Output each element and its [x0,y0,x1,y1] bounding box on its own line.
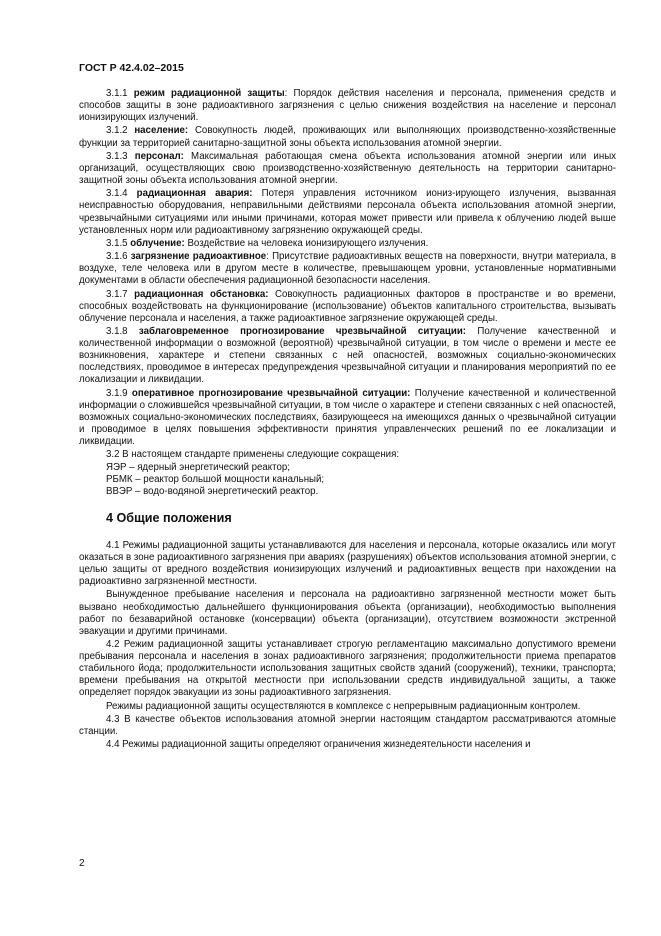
term-definition [79,289,616,325]
term-text: Воздействие на человека ионизирующего излучения. [187,237,429,249]
term-definition [79,151,616,187]
term-text: Совокупность людей, проживающих или выполняющих производственно-хозяйственные функции за территорией санитарно-защитной зоны объекта использования атомной энергии. [79,125,616,149]
term-number: 3.1.7 [106,288,128,300]
term-definition [79,88,616,124]
term-text: Присутствие радиоактивных веществ на поверхности, внутри материала, в воздухе, теле человека или в другом месте в количестве, превышающем уровни, установленные нормативными документами в области обеспечения радиационной безопасности населения. [79,251,616,287]
term-definition [79,326,616,386]
section-paragraph: 4.2 Режим радиационной защиты устанавливает строгую регламентацию максимально допустимого времени пребывания персонала и населения в зонах радиоактивного загрязнения; продолжительности приема препаратов стабильного йода; продолжительности использования защитных свойств зданий (сооружений), техники, транспорта; времени пребывания на открытой местности при использовании средств индивидуальной защиты, а также определяет порядок эвакуации из зоны радиоактивного загрязнения. [79,639,616,699]
term-text: Получение качественной и количественной информации о возможной (вероятной) чрезвычайной ситуации, в том числе о времени и месте ее возникновения, характере и степени связанных с ней опасностей, возможных социально-экономических последствиях, проводимое в интересах предупреждения чрезвычайной ситуации и планирования мероприятий по ее локализации и ликвидации. [79,326,616,386]
document-body [79,88,616,753]
document-header: ГОСТ Р 42.4.02–2015 [79,62,184,74]
term-name: радиационная обстановка: [134,288,269,300]
term-number: 3.1.9 [106,387,128,399]
term-number: 3.1.4 [106,188,128,200]
section-paragraph: 4.4 Режимы радиационной защиты определяют ограничения жизнедеятельности населения и [106,739,531,751]
term-name: облучение: [130,237,185,249]
section-heading: 4 Общие положения [106,510,232,525]
term-definition [79,388,616,448]
abbreviations-intro: 3.2 В настоящем стандарте применены следующие сокращения: [106,449,400,461]
term-name: радиационная авария: [136,188,253,200]
term-text: Максимальная работающая смена объекта использования атомной энергии или иных организаций, осуществляющих свою производственно-хозяйственную деятельность на территории санитарно-защитной зоны объекта использования атомной энергии. [79,150,616,187]
term-definition [79,125,616,149]
term-text: Порядок действия населения и персонала, применения средств и способов защиты в зоне радиоактивного загрязнения с целью снижения воздействия на население и персонал ионизирующих излучений. [79,88,616,124]
section-paragraph: Вынужденное пребывание населения и персонала на радиоактивно загрязненной местности может быть вызвано необходимостью дальнейшего функционирования объекта (организации), необходимостью выполнения работ по безаварийной остановке (консервации) объекта (организации), отсутствием возможности экстренной эвакуации и другими причинами. [79,589,616,637]
term-name: заблаговременное прогнозирование чрезвычайной ситуации: [138,326,466,338]
abbreviation-item: ВВЭР – водо-водяной энергетический реактор. [106,485,319,497]
term-text: Совокупность радиационных факторов в пространстве и во времени, способных воздействовать на функционирование (использование) объектов капитального строительства, вызывать облучение персонала и населения, а также радиоактивное загрязнение окружающей среды. [79,288,616,324]
abbreviation-item: ЯЭР – ядерный энергетический реактор; [106,461,290,473]
term-text: Потеря управления источником иониз-ирующего излучения, вызванная неисправностью оборудования, неправильными действиями персонала объекта использования атомной энергии, чрезвычайными ситуациями или иными причинами, которая может привести или привела к облучению людей выше установленных норм или радиоактивному загрязнению окружающей среды. [79,188,616,236]
term-number: 3.1.6 [106,251,128,263]
term-definition [79,188,616,236]
term-name: загрязнение радиоактивное [130,251,267,263]
section-paragraph: 4.3 В качестве объектов использования атомной энергии настоящим стандартом рассматриваются атомные станции. [79,713,616,738]
term-name: оперативное прогнозирование чрезвычайной ситуации: [131,387,411,399]
term-number: 3.1.3 [106,150,128,162]
term-name: режим радиационной защиты [133,88,285,99]
term-name: население: [134,125,189,137]
term-separator: : [266,251,269,263]
section-paragraph: Режимы радиационной защиты осуществляются в комплексе с непрерывным радиационным контролем. [106,700,581,712]
term-number: 3.1.8 [106,326,128,338]
term-definition [79,238,616,250]
term-separator: : [284,88,288,99]
term-number: 3.1.1 [106,88,128,99]
section-paragraph: 4.1 Режимы радиационной защиты устанавливаются для населения и персонала, которые оказались или могут оказаться в зоне радиоактивного загрязнения при авариях (разрушениях) объектов использования атомной энергии, с целью защиты от вредного воздействия ионизирующих излучений и радиоактивных веществ при нахождении на радиоактивно загрязненной местности. [79,539,616,588]
term-name: персонал: [134,150,184,162]
page-number: 2 [79,858,85,869]
term-definition [79,251,616,287]
abbreviation-item: РБМК – реактор большой мощности канальный; [106,473,325,485]
term-number: 3.1.5 [106,237,128,249]
term-number: 3.1.2 [106,125,128,137]
term-text: Получение качественной и количественной информации о сложившейся чрезвычайной ситуации, в том числе о характере и степени связанных с ней опасностей, возможных социально-экономических последствиях, базирующееся на имеющихся данных о чрезвычайной ситуации и проводимое в целях повышения эффективности принятия управленческих решений по ее локализации и ликвидации. [79,387,616,448]
